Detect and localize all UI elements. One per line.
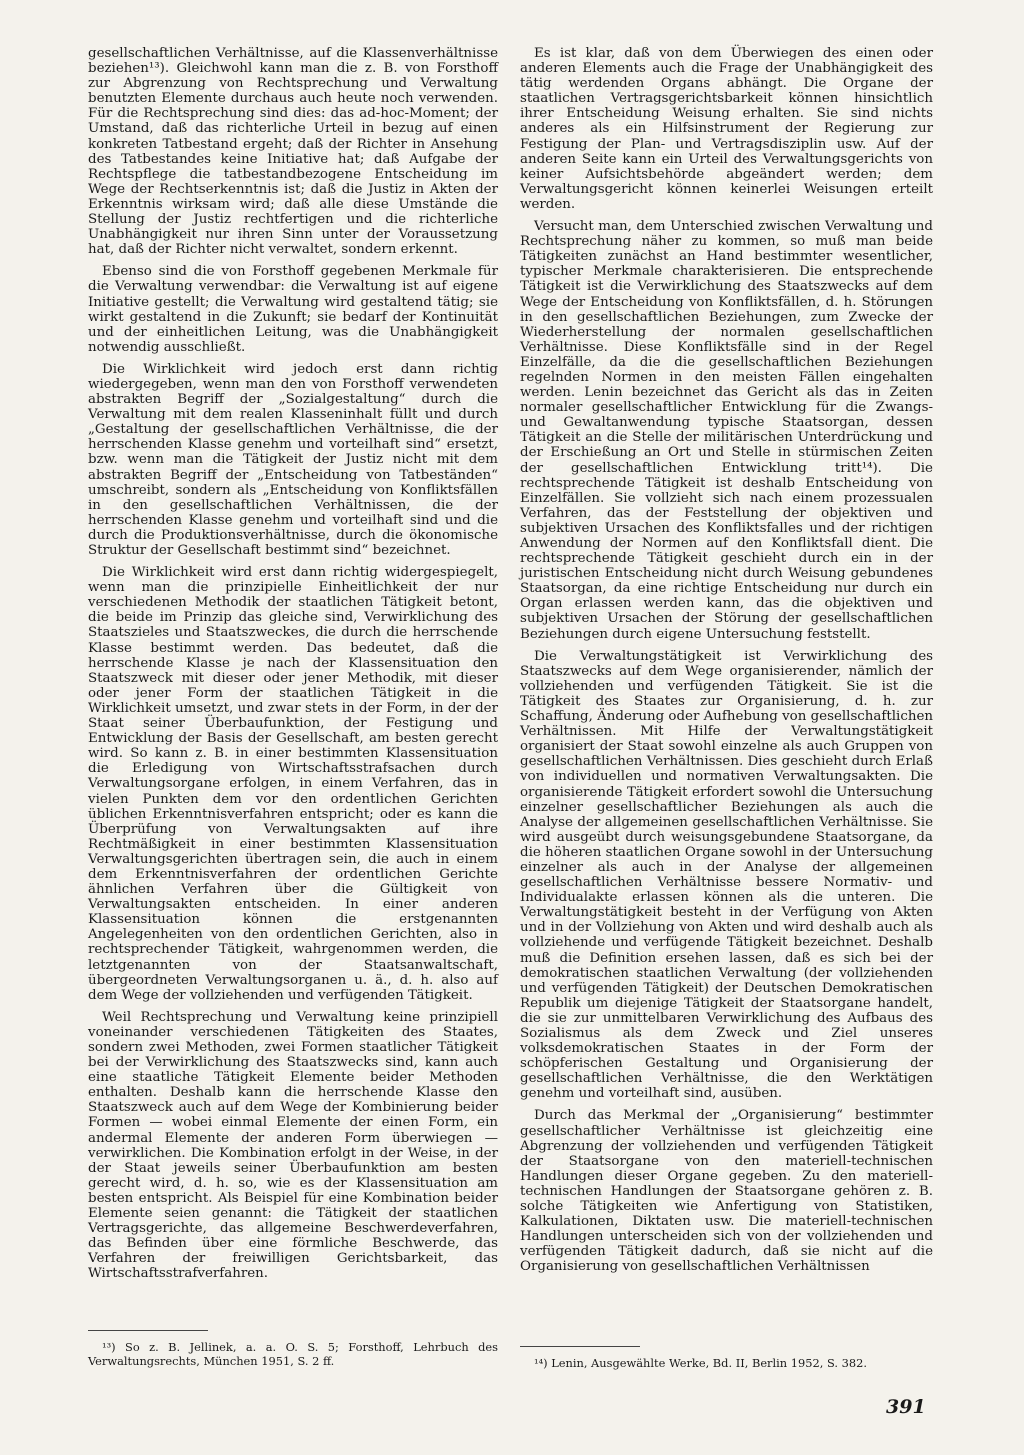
paragraph: Es ist klar, daß von dem Überwiegen des einen oder anderen Elements auch die Frage der Unabhängigkeit des tätig werdenden Organs abhängt. Die Organe der staatlichen Vertragsgerichtsbarkeit können hinsichtlich ihrer Entscheidung Weisung erhalten. Sie sind nichts anderes als ein Hilfsinstrument der Regierung zur Festigung der Plan- und Vertragsdisziplin usw. Auf der anderen Seite kann ein Urteil des Verwaltungsgerichts von keiner Aufsichtsbehörde abgeändert werden; dem Verwaltungsgericht können keinerlei Weisungen erteilt werden. bbox=[520, 46, 933, 212]
footnote-divider-right bbox=[520, 1346, 640, 1347]
footnote-divider-left bbox=[88, 1330, 208, 1331]
right-column bbox=[520, 46, 933, 1282]
paragraph: Die Verwaltungstätigkeit ist Verwirklichung des Staatszwecks auf dem Wege organisierender, nämlich der vollziehenden und verfügenden Tätigkeit. Sie ist die Tätigkeit des Staates zur Organisierung, d. h. zur Schaffung, Änderung oder Aufhebung von gesellschaftlichen Verhältnissen. Mit Hilfe der Verwaltungstätigkeit organisiert der Staat sowohl einzelne als auch Gruppen von gesellschaftlichen Verhältnissen. Dies geschieht durch Erlaß von individuellen und normativen Verwaltungsakten. Die organisierende Tätigkeit erfordert sowohl die Untersuchung einzelner gesellschaftlicher Beziehungen als auch die Analyse der allgemeinen gesellschaftlichen Verhältnisse. Sie wird ausgeübt durch weisungsgebundene Staatsorgane, da die höheren staatlichen Organe sowohl in der Untersuchung einzelner als auch in der Analyse der allgemeinen gesellschaftlichen Verhältnisse bessere Normativ- und Individualakte erlassen können als die unteren. Die Verwaltungstätigkeit besteht in der Verfügung von Akten und in der Vollziehung von Akten und wird deshalb auch als vollziehende und verfügende Tätigkeit bezeichnet. Deshalb muß die Definition ersehen lassen, daß es sich bei der demokratischen staatlichen Verwaltung (der vollziehenden und verfügenden Tätigkeit) der Deutschen Demokratischen Republik um diejenige Tätigkeit der Staatsorgane handelt, die sie zur unmittelbaren Verwirklichung des Aufbaus des Sozialismus als dem Zweck und Ziel unseres volksdemokratischen Staates in der Form der schöpferischen Gestaltung und Organisierung der gesellschaftlichen Verhältnisse, die den Werktätigen genehm und vorteilhaft sind, ausüben. bbox=[520, 648, 933, 1102]
left-column bbox=[88, 46, 498, 1289]
footnote-right: ¹⁴) Lenin, Ausgewählte Werke, Bd. II, Berlin 1952, S. 382. bbox=[534, 1356, 867, 1370]
paragraph: Versucht man, dem Unterschied zwischen Verwaltung und Rechtsprechung näher zu kommen, so muß man beide Tätigkeiten zunächst an Hand bestimmter wesentlicher, typischer Merkmale charakterisieren. Die entsprechende Tätigkeit ist die Verwirklichung des Staatszwecks auf dem Wege der Entscheidung von Konfliktsfällen, d. h. Störungen in den gesellschaftlichen Beziehungen, zum Zwecke der Wiederherstellung der normalen gesellschaftlichen Verhältnisse. Diese Konfliktsfälle sind in der Regel Einzelfälle, da die die gesellschaftlichen Beziehungen regelnden Normen in den meisten Fällen eingehalten werden. Lenin bezeichnet das Gericht als das in Zeiten normaler gesellschaftlicher Entwicklung für die Zwangs- und Gewaltanwendung typische Staatsorgan, dessen Tätigkeit an die Stelle der militärischen Unterdrückung und der Erschießung an Ort und Stelle in stürmischen Zeiten der gesellschaftlichen Entwicklung tritt¹⁴). Die rechtsprechende Tätigkeit ist deshalb Entscheidung von Einzelfällen. Sie vollzieht sich nach einem prozessualen Verfahren, das der Feststellung der objektiven und subjektiven Ursachen des Konfliktsfalles und der richtigen Anwendung der Normen auf den Konfliktsfall dient. Die rechtsprechende Tätigkeit geschieht durch ein in der juristischen Entscheidung nicht durch Weisung gebundenes Staatsorgan, da eine richtige Entscheidung nur durch ein Organ erlassen werden kann, das die objektiven und subjektiven Ursachen der Störung der gesellschaftlichen Beziehungen durch eigene Untersuchung feststellt. bbox=[520, 219, 933, 642]
paragraph: Die Wirklichkeit wird jedoch erst dann richtig wiedergegeben, wenn man den von Forsthoff verwendeten abstrakten Begriff der „Sozialgestaltung“ durch die Verwaltung mit dem realen Klasseninhalt füllt und durch „Gestaltung der gesellschaftlichen Verhältnisse, die der herrschenden Klasse genehm und vorteilhaft sind“ ersetzt, bzw. wenn man die Tätigkeit der Justiz nicht mit dem abstrakten Begriff der „Entscheidung von Tatbeständen“ umschreibt, sondern als „Entscheidung von Konfliktsfällen in den gesellschaftlichen Verhältnissen, die der herrschenden Klasse genehm und vorteilhaft sind und die durch die Produktionsverhältnisse, durch die ökonomische Struktur der Gesellschaft bestimmt sind“ bezeichnet. bbox=[88, 361, 498, 558]
paragraph: Die Wirklichkeit wird erst dann richtig widergespiegelt, wenn man die prinzipielle Einheitlichkeit der nur verschiedenen Methodik der staatlichen Tätigkeit betont, die beide im Prinzip das gleiche sind, Verwirklichung des Staatszieles und Staatszweckes, die durch die herrschende Klasse bestimmt werden. Das bedeutet, daß die herrschende Klasse je nach der Klassensituation den Staatszweck mit dieser oder jener Methodik, mit dieser oder jener Form der staatlichen Tätigkeit in die Wirklichkeit umsetzt, und zwar stets in der Form, in der der Staat seiner Überbaufunktion, der Festigung und Entwicklung der Basis der Gesellschaft, am besten gerecht wird. So kann z. B. in einer bestimmten Klassensituation die Erledigung von Wirtschaftsstrafsachen durch Verwaltungsorgane erfolgen, in einem Verfahren, das in vielen Punkten dem vor den ordentlichen Gerichten üblichen Erkenntnisverfahren entspricht; oder es kann die Überprüfung von Verwaltungsakten auf ihre Rechtmäßigkeit in einer bestimmten Klassensituation Verwaltungsgerichten übertragen sein, die auch in einem dem Erkenntnisverfahren der ordentlichen Gerichte ähnlichen Verfahren über die Gültigkeit von Verwaltungsakten entscheiden. In einer anderen Klassensituation können die erstgenannten Angelegenheiten von den ordentlichen Gerichten, also in rechtsprechender Tätigkeit, wahrgenommen werden, die letztgenannten von der Staatsanwaltschaft, übergeordneten Verwaltungsorganen u. ä., d. h. also auf dem Wege der vollziehenden und verfügenden Tätigkeit. bbox=[88, 565, 498, 1003]
page-number: 391 bbox=[886, 1396, 926, 1418]
paragraph: gesellschaftlichen Verhältnisse, auf die Klassenverhältnisse beziehen¹³). Gleichwohl kann man die z. B. von Forsthoff zur Abgrenzung von Rechtsprechung und Verwaltung benutzten Elemente durchaus auch heute noch verwenden. Für die Rechtsprechung sind dies: das ad-hoc-Moment; der Umstand, daß das richterliche Urteil in bezug auf einen konkreten Tatbestand ergeht; daß der Richter in Ansehung des Tatbestandes keine Initiative hat; daß Aufgabe der Rechtspflege die tatbestandbezogene Entscheidung im Wege der Rechtserkenntnis ist; daß die Justiz in Akten der Erkenntnis wirksam wird; daß alle diese Umstände die Stellung der Justiz rechtfertigen und die richterliche Unabhängigkeit nur ihren Sinn unter der Voraussetzung hat, daß der Richter nicht verwaltet, sondern erkennt. bbox=[88, 46, 498, 258]
paragraph: Durch das Merkmal der „Organisierung“ bestimmter gesellschaftlicher Verhältnisse ist gleichzeitig eine Abgrenzung der vollziehenden und verfügenden Tätigkeit der Staatsorgane von den materiell-technischen Handlungen dieser Organe gegeben. Zu den materiell-technischen Handlungen der Staatsorgane gehören z. B. solche Tätigkeiten wie Anfertigung von Statistiken, Kalkulationen, Diktaten usw. Die materiell-technischen Handlungen unterscheiden sich von der vollziehenden und verfügenden Tätigkeit dadurch, daß sie nicht auf die Organisierung von gesellschaftlichen Verhältnissen bbox=[520, 1108, 933, 1275]
paragraph: Ebenso sind die von Forsthoff gegebenen Merkmale für die Verwaltung verwendbar: die Verwaltung ist auf eigene Initiative gestellt; die Verwaltung wird gestaltend tätig; sie wirkt gestaltend in die Zukunft; sie bedarf der Kontinuität und der einheitlichen Leitung, was die Unabhängigkeit notwendig ausschließt. bbox=[88, 264, 498, 355]
footnote-left: ¹³) So z. B. Jellinek, a. a. O. S. 5; Forsthoff, Lehrbuch des Verwaltungsrechts, München 1951, S. 2 ff. bbox=[88, 1340, 498, 1368]
paragraph: Weil Rechtsprechung und Verwaltung keine prinzipiell voneinander verschiedenen Tätigkeiten des Staates, sondern zwei Methoden, zwei Formen staatlicher Tätigkeit bei der Verwirklichung des Staatszwecks sind, kann auch eine staatliche Tätigkeit Elemente beider Methoden enthalten. Deshalb kann die herrschende Klasse den Staatszweck auch auf dem Wege der Kombinierung beider Formen — wobei einmal Elemente der einen Form, ein andermal Elemente der anderen Form überwiegen — verwirklichen. Die Kombination erfolgt in der Weise, in der der Staat jeweils seiner Überbaufunktion am besten gerecht wird, d. h. so, wie es der Klassensituation am besten entspricht. Als Beispiel für eine Kombination beider Elemente seien genannt: die Tätigkeit der staatlichen Vertragsgerichte, das allgemeine Beschwerdeverfahren, das Befinden über eine förmliche Beschwerde, das Verfahren der freiwilligen Gerichtsbarkeit, das Wirtschaftsstrafverfahren. bbox=[88, 1009, 498, 1282]
